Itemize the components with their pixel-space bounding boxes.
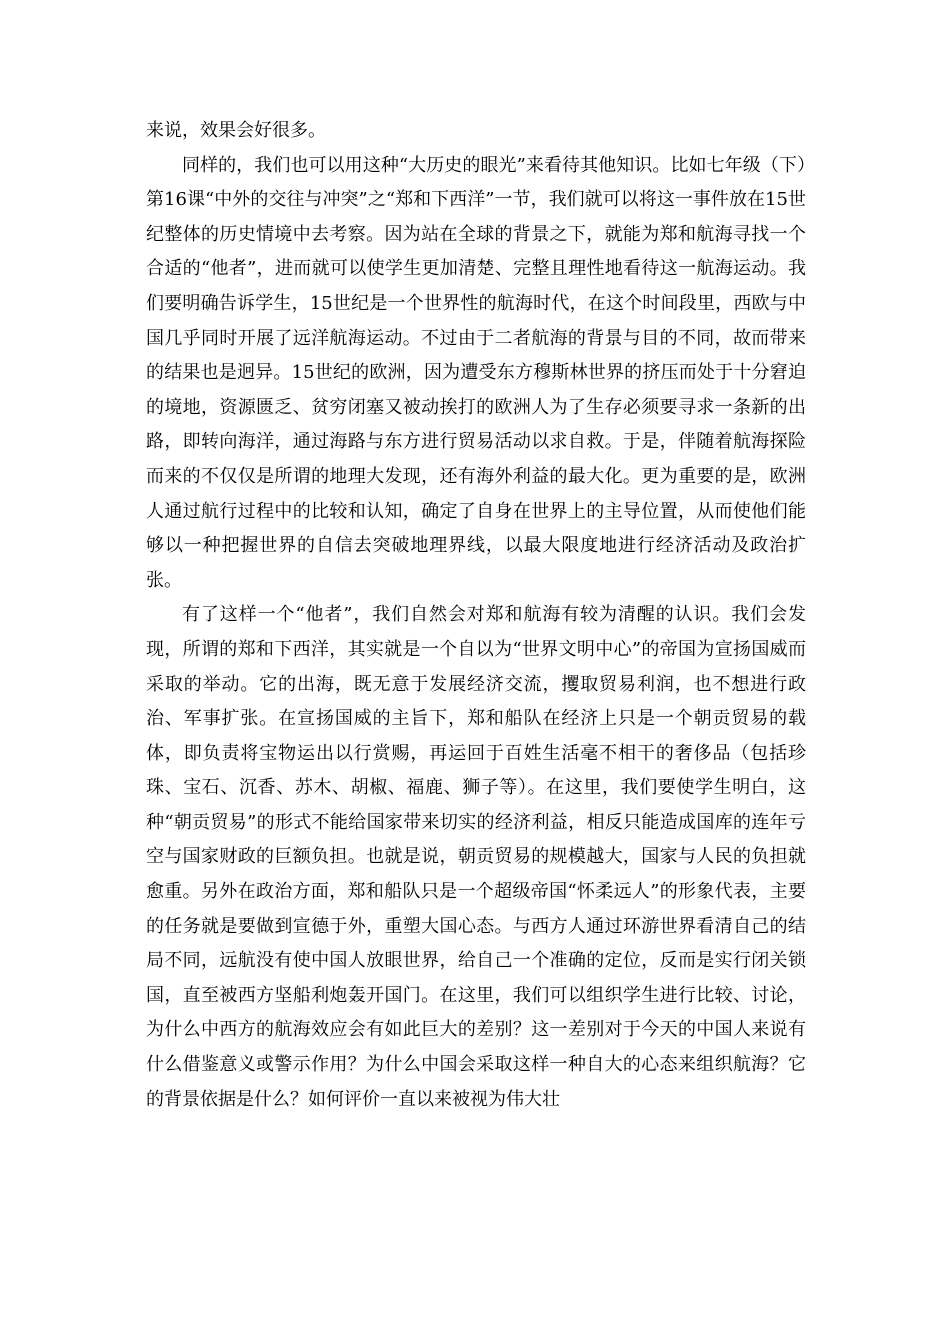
paragraph-continuation: 来说，效果会好很多。: [146, 120, 326, 141]
document-page: [146, 114, 806, 1117]
paragraph-zheng-he-context: 同样的，我们也可以用这种“大历史的眼光”来看待其他知识。比如七年级（下）第16课“中外的交往与冲突”之“郑和下西洋”一节，我们就可以将这一事件放在15世纪整体的历史情境中去考察。因为站在全球的背景之下，就能为郑和航海寻找一个合适的“他者”，进而就可以使学生更加清楚、完整且理性地看待这一航海运动。我们要明确告诉学生，15世纪是一个世界性的航海时代，在这个时间段里，西欧与中国几乎同时开展了远洋航海运动。不过由于二者航海的背景与目的不同，故而带来的结果也是迥异。15世纪的欧洲，因为遭受东方穆斯林世界的挤压而处于十分窘迫的境地，资源匮乏、贫穷闭塞又被动挨打的欧洲人为了生存必须要寻求一条新的出路，即转向海洋，通过海路与东方进行贸易活动以求自救。于是，伴随着航海探险而来的不仅仅是所谓的地理大发现，还有海外利益的最大化。更为重要的是，欧洲人通过航行过程中的比较和认知，确定了自身在世界上的主导位置，从而使他们能够以一种把握世界的自信去突破地理界线，以最大限度地进行经济活动及政治扩张。: [146, 154, 806, 591]
paragraph-zheng-he-analysis: 有了这样一个“他者”，我们自然会对郑和航海有较为清醒的认识。我们会发现，所谓的郑和下西洋，其实就是一个自以为“世界文明中心”的帝国为宣扬国威而采取的举动。它的出海，既无意于发展经济交流，攫取贸易利润，也不想进行政治、军事扩张。在宣扬国威的主旨下，郑和船队在经济上只是一个朝贡贸易的载体，即负责将宝物运出以行赏赐，再运回于百姓生活毫不相干的奢侈品（包括珍珠、宝石、沉香、苏木、胡椒、福鹿、狮子等）。在这里，我们要使学生明白，这种“朝贡贸易”的形式不能给国家带来切实的经济利益，相反只能造成国库的连年亏空与国家财政的巨额负担。也就是说，朝贡贸易的规模越大，国家与人民的负担就愈重。另外在政治方面，郑和船队只是一个超级帝国“怀柔远人”的形象代表，主要的任务就是要做到宣德于外，重塑大国心态。与西方人通过环游世界看清自己的结局不同，远航没有使中国人放眼世界，给自己一个准确的定位，反而是实行闭关锁国，直至被西方坚船利炮轰开国门。在这里，我们可以组织学生进行比较、讨论，为什么中西方的航海效应会有如此巨大的差别？这一差别对于今天的中国人来说有什么借鉴意义或警示作用？为什么中国会采取这样一种自大的心态来组织航海？它的背景依据是什么？如何评价一直以来被视为伟大壮: [146, 604, 806, 1110]
